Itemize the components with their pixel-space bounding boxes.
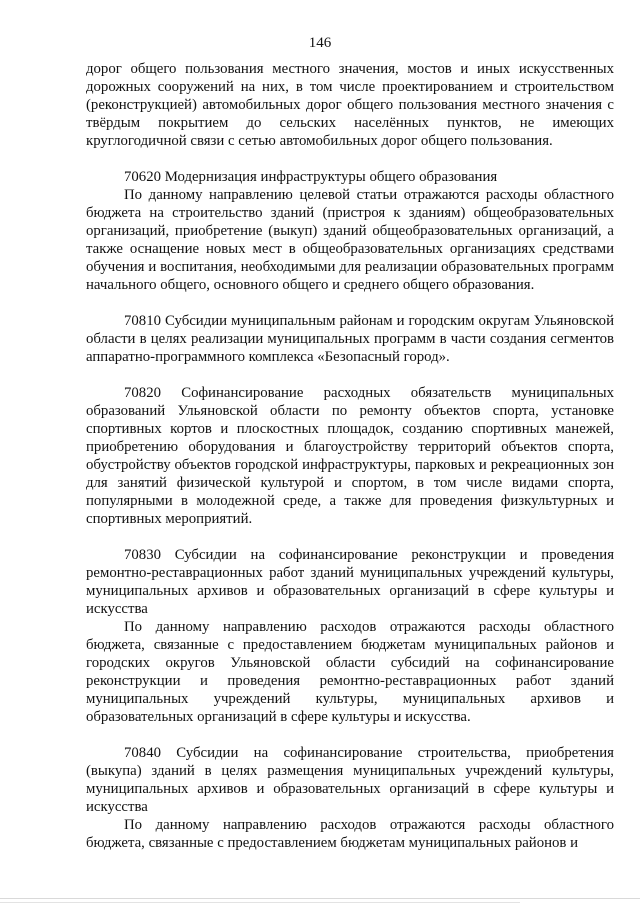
paragraph-70830-description: По данному направлению расходов отражаются расходы областного бюджета, связанные с предоставлением бюджетам муниципальных районов и городских округов Ульяновской области субсидий на софинансирование реконструкции и проведения ремонтно-реставрационных работ зданий муниципальных учреждений культуры, муниципальных архивов и образовательных организаций в сфере культуры и искусства.: [86, 619, 614, 725]
paragraph-70620-description: По данному направлению целевой статьи отражаются расходы областного бюджета на строительство зданий (пристроя к зданиям) общеобразовательных организаций, приобретение (выкуп) зданий общеобразовательных организаций, а также оснащение новых мест в общеобразовательных организациях средствами обучения и воспитания, необходимыми для реализации образовательных программ начального общего, основного общего и среднего общего образования.: [86, 187, 614, 293]
document-body: [86, 60, 614, 852]
paragraph-roads-continuation: дорог общего пользования местного значения, мостов и иных искусственных дорожных сооружений на них, в том числе проектированием и строительством (реконструкцией) автомобильных дорог общего пользования местного значения с твёрдым покрытием до сельских населённых пунктов, не имеющих круглогодичной связи с сетью автомобильных дорог общего пользования.: [86, 61, 614, 149]
paragraph-70840-description: По данному направлению расходов отражаются расходы областного бюджета, связанные с предоставлением бюджетам муниципальных районов и: [86, 817, 614, 851]
section-heading-70620: 70620 Модернизация инфраструктуры общего образования: [124, 169, 498, 185]
scan-bottom-line-secondary: [0, 902, 520, 903]
paragraph-70810: 70810 Субсидии муниципальным районам и городским округам Ульяновской области в целях реализации муниципальных программ в части создания сегментов аппаратно-программного комплекса «Безопасный город».: [86, 313, 614, 365]
scan-bottom-line: [0, 898, 640, 899]
paragraph-70820: 70820 Софинансирование расходных обязательств муниципальных образований Ульяновской области по ремонту объектов спорта, установке спортивных кортов и плоскостных площадок, созданию спортивных манежей, приобретению оборудования и благоустройству территорий объектов спорта, обустройству объектов городской инфраструктуры, парковых и рекреационных зон для занятий физической культурой и спортом, в том числе видами спорта, популярными в молодежной среде, а также для проведения физкультурных и спортивных мероприятий.: [86, 385, 614, 527]
section-heading-70840: 70840 Субсидии на софинансирование строительства, приобретения (выкупа) зданий в целях размещения муниципальных учреждений культуры, муниципальных архивов и образовательных организаций в сфере культуры и искусства: [86, 745, 614, 815]
section-heading-70830: 70830 Субсидии на софинансирование реконструкции и проведения ремонтно-реставрационных работ зданий муниципальных учреждений культуры, муниципальных архивов и образовательных организаций в сфере культуры и искусства: [86, 547, 614, 617]
page-number: 146: [308, 35, 332, 51]
